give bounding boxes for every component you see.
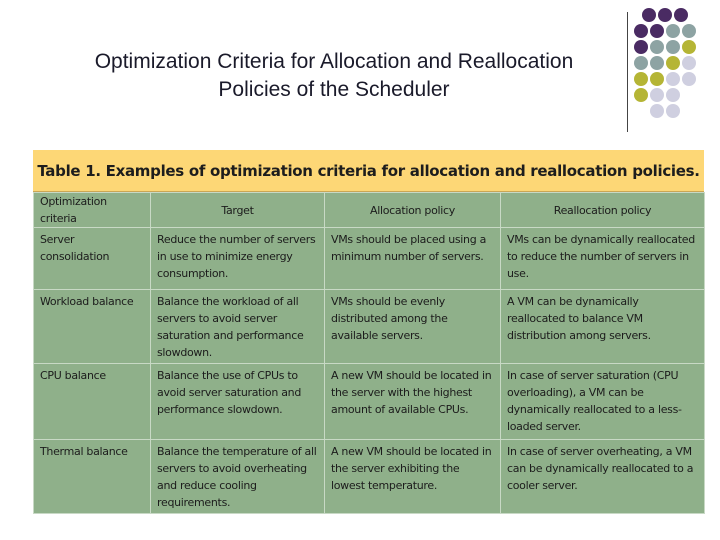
decor-dot <box>674 8 688 22</box>
table-row <box>34 290 705 364</box>
decorative-divider-line <box>627 12 628 132</box>
header-target: Target <box>151 193 325 228</box>
cell-allocation: A new VM should be located in the server with the highest amount of available CPUs. <box>325 364 501 440</box>
decor-dot <box>634 88 648 102</box>
decor-dot <box>634 56 648 70</box>
decor-dot <box>666 104 680 118</box>
slide-title-line-2: Policies of the Scheduler <box>218 78 450 101</box>
cell-target: Reduce the number of servers in use to minimize energy consumption. <box>151 228 325 290</box>
table-caption: Table 1. Examples of optimization criteria for allocation and reallocation policies. <box>33 150 704 192</box>
decor-dot <box>682 24 696 38</box>
decor-dot <box>650 56 664 70</box>
table-header-row <box>34 193 705 228</box>
decor-dot <box>666 88 680 102</box>
decor-dot <box>682 40 696 54</box>
decor-dot <box>634 40 648 54</box>
decor-dot <box>634 72 648 86</box>
header-optimization-criteria: Optimization criteria <box>34 193 151 228</box>
decor-dot <box>666 72 680 86</box>
decor-dot <box>650 72 664 86</box>
header-reallocation-policy: Reallocation policy <box>501 193 705 228</box>
cell-reallocation: In case of server saturation (CPU overloading), a VM can be dynamically reallocated to a less-loaded server. <box>501 364 705 440</box>
table-row <box>34 228 705 290</box>
decor-dot <box>666 56 680 70</box>
cell-allocation: VMs should be placed using a minimum number of servers. <box>325 228 501 290</box>
cell-criteria: Thermal balance <box>34 440 151 514</box>
decor-dot <box>682 56 696 70</box>
decor-dot <box>658 8 672 22</box>
decor-dot <box>642 8 656 22</box>
cell-reallocation: In case of server overheating, a VM can be dynamically reallocated to a cooler server. <box>501 440 705 514</box>
cell-criteria: CPU balance <box>34 364 151 440</box>
table-row <box>34 440 705 514</box>
cell-reallocation: VMs can be dynamically reallocated to reduce the number of servers in use. <box>501 228 705 290</box>
header-allocation-policy: Allocation policy <box>325 193 501 228</box>
slide-title-line-1: Optimization Criteria for Allocation and Reallocation <box>94 50 574 73</box>
cell-allocation: A new VM should be located in the server exhibiting the lowest temperature. <box>325 440 501 514</box>
decor-dot <box>634 24 648 38</box>
decor-dot <box>682 72 696 86</box>
cell-target: Balance the temperature of all servers to avoid overheating and reduce cooling requirements. <box>151 440 325 514</box>
decor-dot <box>666 24 680 38</box>
decor-dot <box>650 24 664 38</box>
decor-dot <box>650 88 664 102</box>
criteria-table <box>33 192 705 514</box>
decor-dot <box>650 104 664 118</box>
decor-dot <box>666 40 680 54</box>
table-row <box>34 364 705 440</box>
decor-dot <box>650 40 664 54</box>
cell-target: Balance the workload of all servers to avoid server saturation and performance slowdown. <box>151 290 325 364</box>
cell-criteria: Workload balance <box>34 290 151 364</box>
cell-criteria: Server consolidation <box>34 228 151 290</box>
slide-title <box>40 48 628 104</box>
cell-allocation: VMs should be evenly distributed among the available servers. <box>325 290 501 364</box>
cell-target: Balance the use of CPUs to avoid server saturation and performance slowdown. <box>151 364 325 440</box>
cell-reallocation: A VM can be dynamically reallocated to balance VM distribution among servers. <box>501 290 705 364</box>
criteria-table-image <box>33 150 704 509</box>
